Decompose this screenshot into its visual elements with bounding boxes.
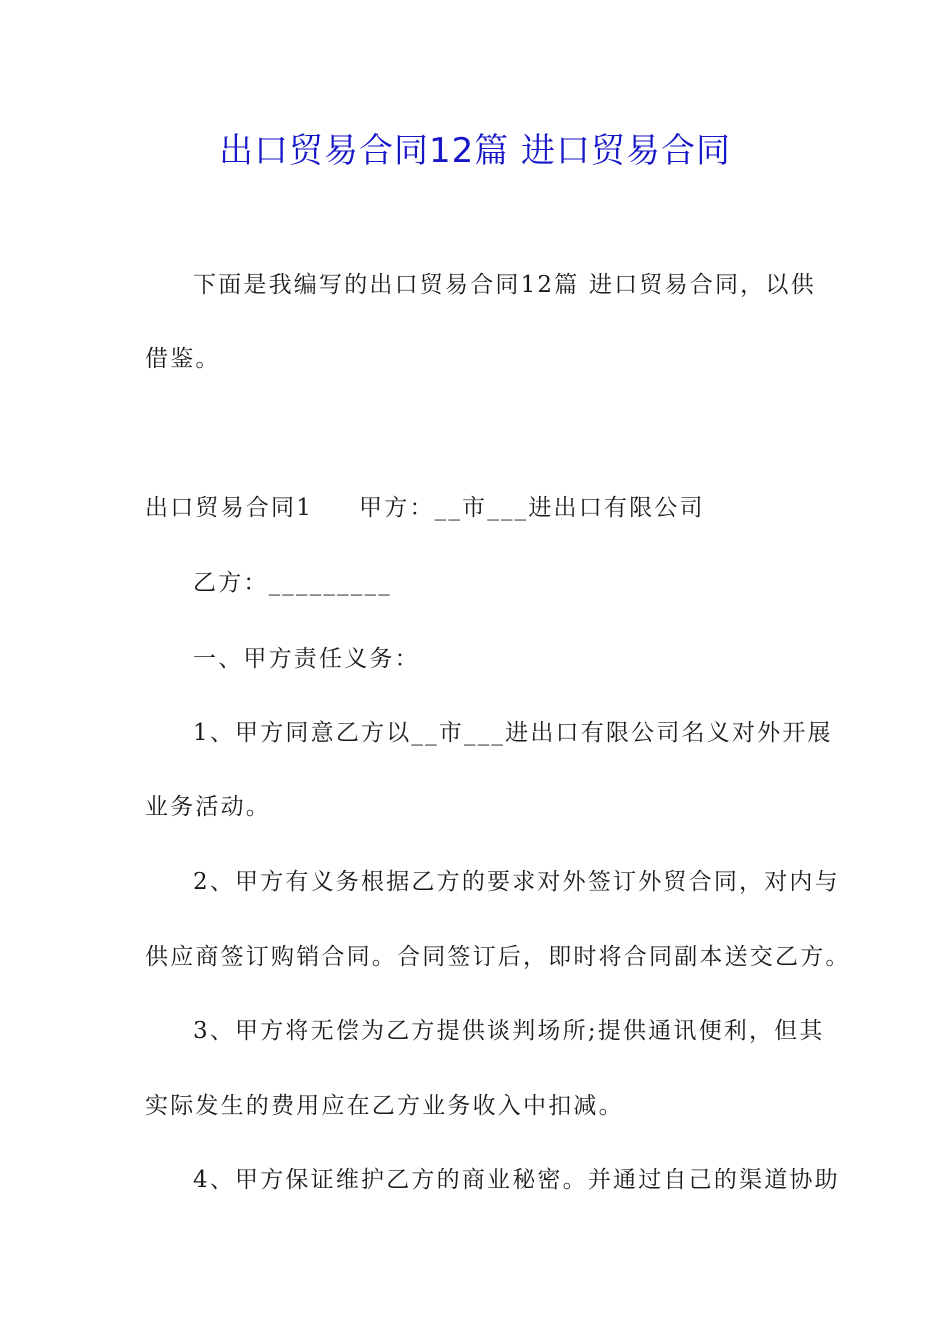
contract-heading-row — [145, 492, 815, 524]
party-a: 甲方：__市___进出口有限公司 — [359, 495, 705, 521]
intro-line-1: 下面是我编写的出口贸易合同12篇 进口贸易合同，以供 — [193, 272, 816, 298]
section-1-title: 一、甲方责任义务： — [193, 646, 420, 672]
clause-2-line-1: 2、甲方有义务根据乙方的要求对外签订外贸合同，对内与 — [193, 869, 840, 895]
intro-line-2: 借鉴。 — [145, 346, 221, 372]
clause-3-line-2: 实际发生的费用应在乙方业务收入中扣减。 — [145, 1093, 624, 1119]
clause-1-line-1: 1、甲方同意乙方以__市___进出口有限公司名义对外开展 — [193, 720, 833, 746]
document-title: 出口贸易合同12篇 进口贸易合同 — [218, 131, 732, 171]
clause-3-line-1: 3、甲方将无偿为乙方提供谈判场所;提供通讯便利，但其 — [193, 1018, 825, 1044]
clause-1-line-2: 业务活动。 — [145, 794, 271, 820]
clause-2-line-2: 供应商签订购销合同。合同签订后，即时将合同副本送交乙方。 — [145, 944, 851, 970]
party-b: 乙方：_________ — [193, 570, 392, 596]
contract-heading: 出口贸易合同1 — [145, 495, 314, 521]
clause-4-line-1: 4、甲方保证维护乙方的商业秘密。并通过自己的渠道协助 — [193, 1167, 840, 1193]
